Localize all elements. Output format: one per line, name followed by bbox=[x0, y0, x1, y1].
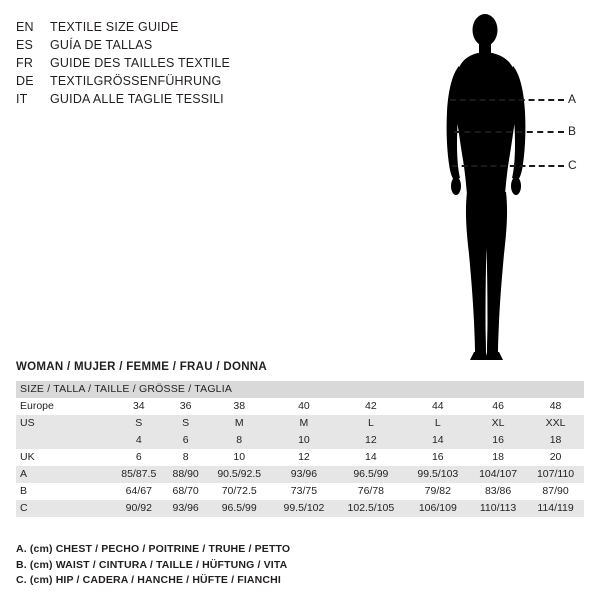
table-header-label: SIZE / TALLA / TAILLE / GRÖSSE / TAGLIA bbox=[16, 381, 584, 398]
table-cell: 68/70 bbox=[166, 483, 206, 500]
table-cell: 16 bbox=[469, 432, 527, 449]
table-cell: 42 bbox=[335, 398, 406, 415]
language-code: IT bbox=[16, 92, 28, 106]
table-cell: 64/67 bbox=[112, 483, 166, 500]
row-label bbox=[16, 432, 112, 449]
table-cell: 14 bbox=[335, 449, 406, 466]
section-title-woman: WOMAN / MUJER / FEMME / FRAU / DONNA bbox=[16, 361, 268, 373]
table-cell: 4 bbox=[112, 432, 166, 449]
measure-label-b: B bbox=[568, 124, 577, 138]
table-cell: 87/90 bbox=[527, 483, 584, 500]
table-cell: 46 bbox=[469, 398, 527, 415]
row-label: US bbox=[16, 415, 112, 432]
measure-line-hip bbox=[452, 165, 564, 167]
table-row bbox=[16, 398, 584, 415]
language-title: GUIDA ALLE TAGLIE TESSILI bbox=[50, 92, 224, 106]
row-label: Europe bbox=[16, 398, 112, 415]
table-row bbox=[16, 432, 584, 449]
table-cell: 93/96 bbox=[166, 500, 206, 517]
table-cell: 114/119 bbox=[527, 500, 584, 517]
table-row bbox=[16, 483, 584, 500]
size-table bbox=[16, 381, 584, 517]
table-cell: 6 bbox=[112, 449, 166, 466]
table-cell: 8 bbox=[206, 432, 273, 449]
table-cell: 102.5/105 bbox=[335, 500, 406, 517]
table-cell: 96.5/99 bbox=[206, 500, 273, 517]
measurement-notes bbox=[16, 542, 584, 589]
table-cell: M bbox=[273, 415, 335, 432]
table-row bbox=[16, 466, 584, 483]
table-row bbox=[16, 415, 584, 432]
measure-line-waist bbox=[454, 131, 564, 133]
language-code: DE bbox=[16, 74, 34, 88]
table-cell: S bbox=[166, 415, 206, 432]
table-cell: 88/90 bbox=[166, 466, 206, 483]
table-cell: 79/82 bbox=[407, 483, 469, 500]
language-title: TEXTILGRÖSSENFÜHRUNG bbox=[50, 74, 222, 88]
table-cell: 85/87.5 bbox=[112, 466, 166, 483]
table-cell: L bbox=[407, 415, 469, 432]
table-cell: XL bbox=[469, 415, 527, 432]
language-row bbox=[16, 72, 316, 90]
row-label: C bbox=[16, 500, 112, 517]
table-cell: 16 bbox=[407, 449, 469, 466]
note-hip: C. (cm) HIP / CADERA / HANCHE / HÜFTE / FIANCHI bbox=[16, 574, 281, 586]
table-row bbox=[16, 449, 584, 466]
table-cell: 38 bbox=[206, 398, 273, 415]
table-cell: 99.5/103 bbox=[407, 466, 469, 483]
table-cell: 93/96 bbox=[273, 466, 335, 483]
measure-line-chest bbox=[450, 99, 564, 101]
table-cell: 73/75 bbox=[273, 483, 335, 500]
table-cell: 6 bbox=[166, 432, 206, 449]
table-cell: 10 bbox=[206, 449, 273, 466]
row-label: UK bbox=[16, 449, 112, 466]
table-cell: 106/109 bbox=[407, 500, 469, 517]
table-cell: 18 bbox=[527, 432, 584, 449]
measure-label-c: C bbox=[568, 158, 577, 172]
language-row bbox=[16, 36, 316, 54]
row-label: A bbox=[16, 466, 112, 483]
table-cell: L bbox=[335, 415, 406, 432]
table-cell: XXL bbox=[527, 415, 584, 432]
table-cell: 10 bbox=[273, 432, 335, 449]
table-cell: 8 bbox=[166, 449, 206, 466]
measure-label-a: A bbox=[568, 92, 577, 106]
language-title: TEXTILE SIZE GUIDE bbox=[50, 20, 179, 34]
table-header-row bbox=[16, 381, 584, 398]
note-waist: B. (cm) WAIST / CINTURA / TAILLE / HÜFTUNG / VITA bbox=[16, 558, 288, 571]
language-code: FR bbox=[16, 56, 34, 70]
language-code: EN bbox=[16, 20, 34, 34]
table-cell: 107/110 bbox=[527, 466, 584, 483]
table-cell: 90.5/92.5 bbox=[206, 466, 273, 483]
table-cell: 14 bbox=[407, 432, 469, 449]
table-cell: 18 bbox=[469, 449, 527, 466]
table-cell: M bbox=[206, 415, 273, 432]
table-cell: 99.5/102 bbox=[273, 500, 335, 517]
table-cell: 12 bbox=[335, 432, 406, 449]
female-silhouette-icon bbox=[430, 8, 590, 368]
table-cell: 44 bbox=[407, 398, 469, 415]
language-row bbox=[16, 54, 316, 72]
table-cell: 76/78 bbox=[335, 483, 406, 500]
language-title: GUÍA DE TALLAS bbox=[50, 38, 153, 52]
table-cell: 90/92 bbox=[112, 500, 166, 517]
table-cell: 12 bbox=[273, 449, 335, 466]
table-cell: 110/113 bbox=[469, 500, 527, 517]
table-cell: 36 bbox=[166, 398, 206, 415]
body-figure bbox=[430, 8, 590, 368]
table-cell: 40 bbox=[273, 398, 335, 415]
table-cell: 20 bbox=[527, 449, 584, 466]
table-row bbox=[16, 500, 584, 517]
size-table-container bbox=[16, 381, 584, 517]
table-cell: 70/72.5 bbox=[206, 483, 273, 500]
language-row bbox=[16, 18, 316, 36]
table-cell: 34 bbox=[112, 398, 166, 415]
table-cell: 48 bbox=[527, 398, 584, 415]
table-cell: 104/107 bbox=[469, 466, 527, 483]
language-row bbox=[16, 90, 316, 108]
note-chest: A. (cm) CHEST / PECHO / POITRINE / TRUHE / PETTO bbox=[16, 543, 291, 555]
language-code: ES bbox=[16, 38, 34, 52]
row-label: B bbox=[16, 483, 112, 500]
table-cell: S bbox=[112, 415, 166, 432]
table-cell: 83/86 bbox=[469, 483, 527, 500]
table-cell: 96.5/99 bbox=[335, 466, 406, 483]
language-header bbox=[16, 18, 316, 108]
language-title: GUIDE DES TAILLES TEXTILE bbox=[50, 56, 231, 70]
